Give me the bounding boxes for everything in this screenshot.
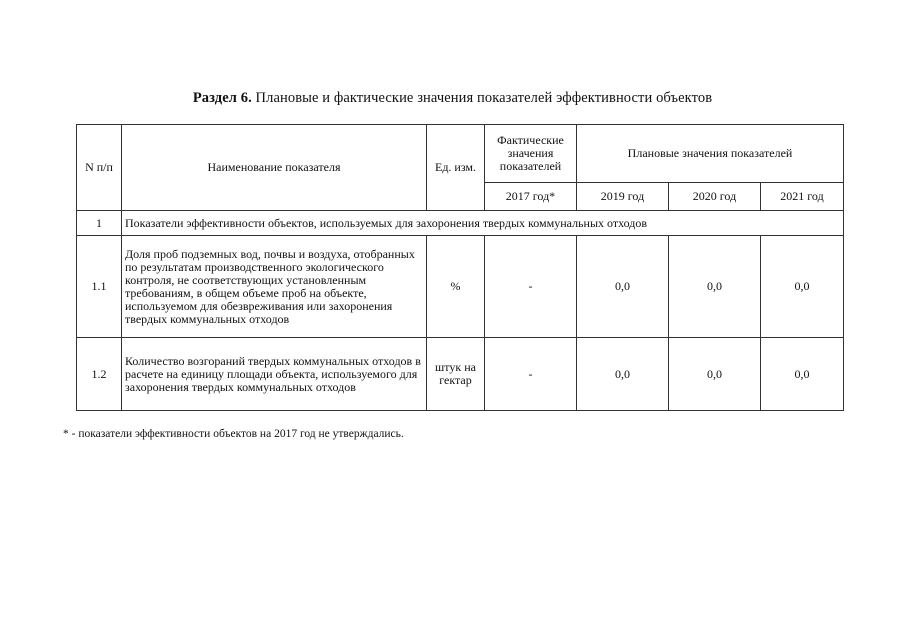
footnote: * - показатели эффективности объектов на 2017 год не утверждались.: [63, 428, 404, 440]
section-title: Показатели эффективности объектов, используемых для захоронения твердых коммунальных отходов: [122, 211, 844, 236]
header-unit: Ед. изм.: [427, 125, 485, 211]
table-row: [77, 236, 844, 338]
row-value-2019: 0,0: [577, 338, 669, 411]
row-value-2021: 0,0: [761, 236, 844, 338]
row-value-2020: 0,0: [669, 338, 761, 411]
row-unit: %: [427, 236, 485, 338]
row-name: Количество возгораний твердых коммунальных отходов в расчете на единицу площади объекта, используемого для захоронения твердых коммунальных отходов: [122, 338, 427, 411]
indicators-table: [76, 124, 844, 411]
header-num: N п/п: [77, 125, 122, 211]
row-value-2019: 0,0: [577, 236, 669, 338]
row-value-2021: 0,0: [761, 338, 844, 411]
header-year-2019: 2019 год: [577, 183, 669, 211]
row-actual: -: [485, 236, 577, 338]
section-row: [77, 211, 844, 236]
section-label: Раздел 6.: [192, 90, 252, 106]
header-actual: Фактические значения показателей: [485, 125, 577, 183]
header-year-2021: 2021 год: [761, 183, 844, 211]
row-name: Доля проб подземных вод, почвы и воздуха, отобранных по результатам производственного экологического контроля, не соответствующих установленным требованиям, в общем объеме проб на объекте, используемом для обезвреживания или захоронения твердых коммунальных отходов: [122, 236, 427, 338]
row-num: 1.2: [77, 338, 122, 411]
header-actual-year: 2017 год*: [485, 183, 577, 211]
row-actual: -: [485, 338, 577, 411]
row-unit: штук на гектар: [427, 338, 485, 411]
section-title-text: Плановые и фактические значения показателей эффективности объектов: [251, 90, 713, 106]
row-value-2020: 0,0: [669, 236, 761, 338]
table-row: [77, 338, 844, 411]
header-name: Наименование показателя: [122, 125, 427, 211]
header-year-2020: 2020 год: [669, 183, 761, 211]
row-num: 1.1: [77, 236, 122, 338]
header-row: [77, 125, 844, 183]
header-planned: Плановые значения показателей: [577, 125, 844, 183]
section-num: 1: [77, 211, 122, 236]
page-title: [0, 90, 905, 107]
